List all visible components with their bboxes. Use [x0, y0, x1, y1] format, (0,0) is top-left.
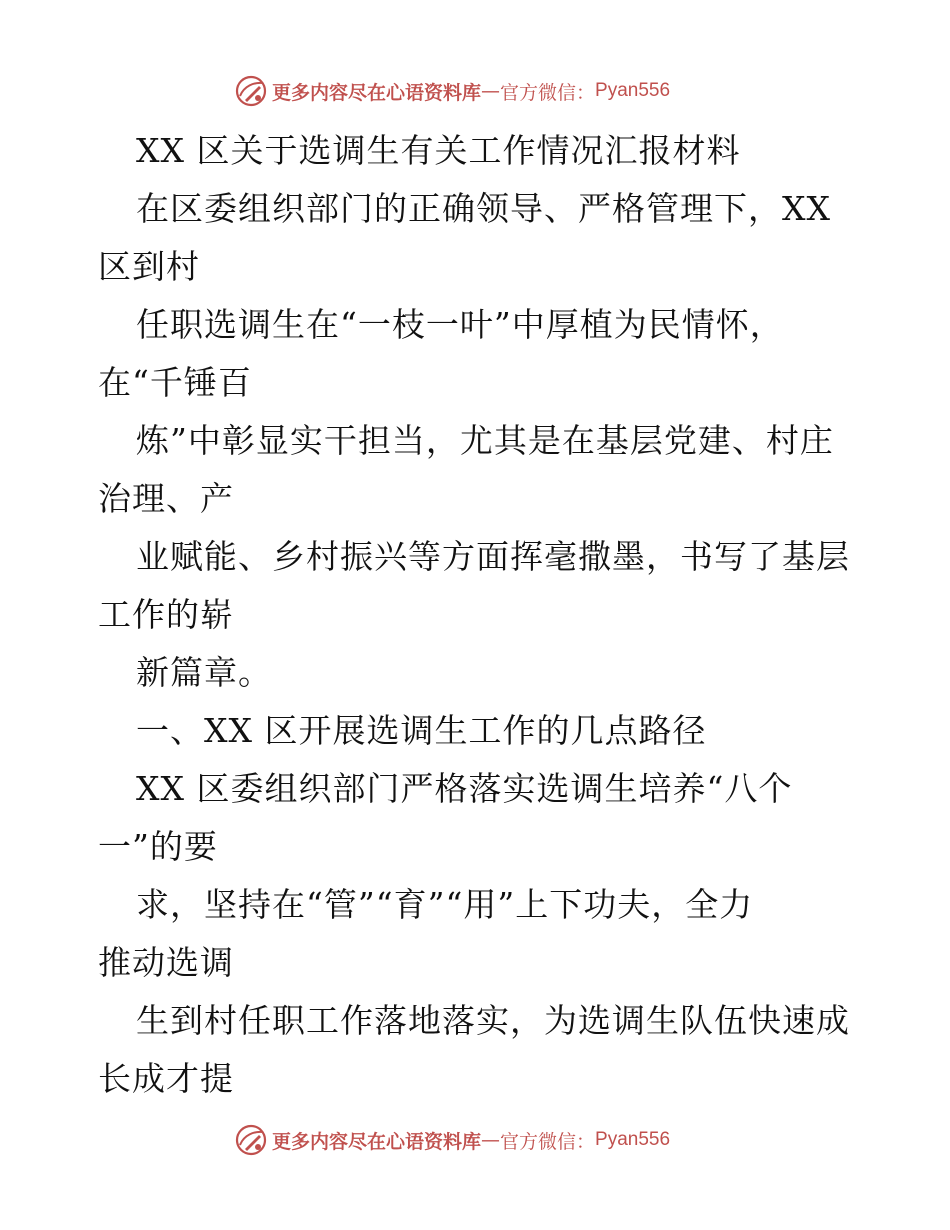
footer-watermark — [234, 1120, 734, 1160]
text-line: 业赋能、乡村振兴等方面挥毫撒墨，书写了基层 — [136, 537, 850, 576]
text-line: 区到村 — [98, 247, 200, 286]
watermark-separator: — — [481, 1129, 501, 1151]
document-body — [98, 122, 858, 1108]
text-line: 炼”中彰显实干担当，尤其是在基层党建、村庄 — [136, 421, 834, 460]
text-line: 在区委组织部门的正确领导、严格管理下，XX — [136, 189, 831, 228]
section-heading: 一、XX 区开展选调生工作的几点路径 — [136, 711, 707, 750]
text-line: 长成才提 — [98, 1059, 234, 1098]
text-line: 治理、产 — [98, 479, 234, 518]
text-line: 生到村任职工作落地落实，为选调生队伍快速成 — [136, 1001, 850, 1040]
text-line: 一”的要 — [98, 827, 218, 866]
watermark-text: 更多内容尽在心语资料库 — [272, 81, 482, 104]
text-line: 任职选调生在“一枝一叶”中厚植为民情怀， — [136, 305, 784, 344]
text-line: 在“千锤百 — [98, 363, 252, 402]
watermark-official-label: 官方微信： — [500, 81, 596, 104]
pen-logo-icon — [234, 1123, 268, 1157]
watermark-separator: — — [481, 80, 501, 102]
text-line: 求，坚持在“管”“育”“用”上下功夫，全力 — [136, 885, 754, 924]
watermark-text: 更多内容尽在心语资料库 — [272, 1130, 482, 1153]
pen-logo-icon — [234, 74, 268, 108]
watermark-wechat-id: Pyan556 — [595, 80, 671, 101]
header-watermark — [234, 71, 734, 111]
watermark-official-label: 官方微信： — [500, 1130, 596, 1153]
text-line: 推动选调 — [98, 943, 234, 982]
document-title: XX 区关于选调生有关工作情况汇报材料 — [136, 131, 741, 170]
text-line: XX 区委组织部门严格落实选调生培养“八个 — [136, 769, 793, 808]
text-line: 工作的崭 — [98, 595, 234, 634]
text-line: 新篇章。 — [136, 653, 272, 692]
watermark-wechat-id: Pyan556 — [595, 1129, 671, 1150]
